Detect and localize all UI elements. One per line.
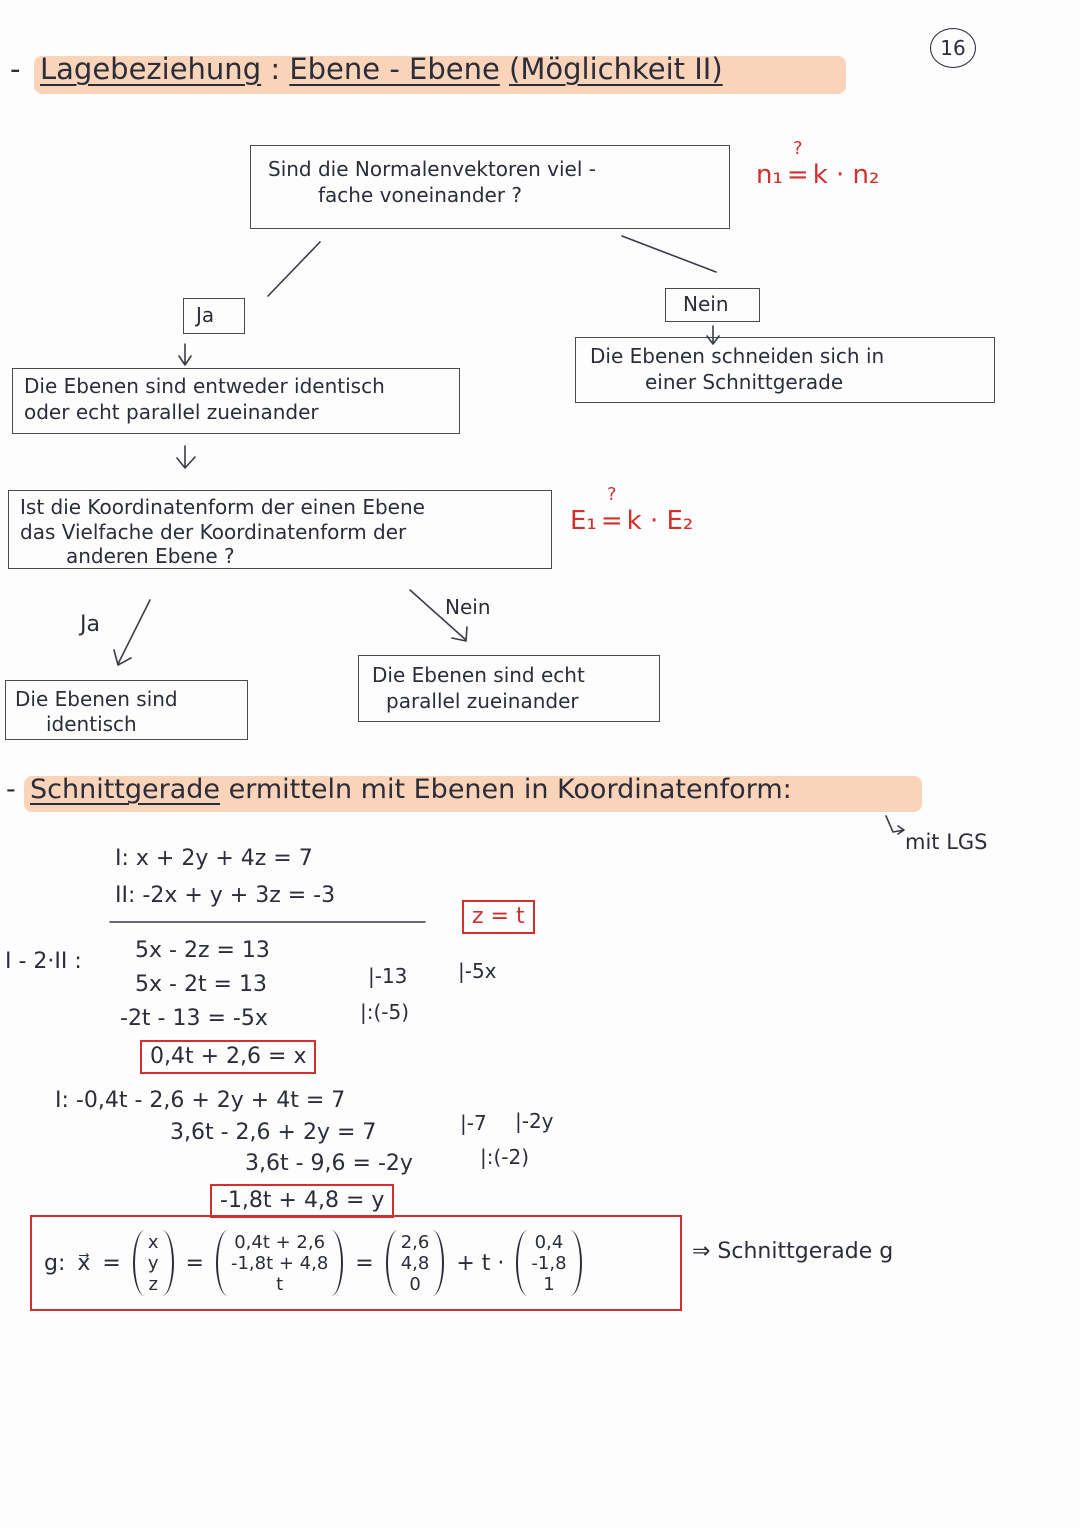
formula1-relation — [786, 138, 809, 190]
step-1: 5x - 2z = 13 — [135, 938, 270, 963]
paren-right — [432, 1230, 444, 1296]
vector-entry: 0,4t + 2,6 — [234, 1231, 326, 1253]
arrow-yes2-icon — [114, 600, 150, 665]
connector-q1-yes — [268, 242, 320, 296]
vector-entry: 0 — [409, 1273, 421, 1295]
yes1-label: Ja — [196, 303, 215, 327]
formula2-rhs: k · E₂ — [626, 506, 694, 536]
title-separator: : — [270, 52, 281, 86]
connector-q1-no — [622, 236, 716, 272]
lgs-note: mit LGS — [905, 830, 988, 854]
step-2-op-2: |-5x — [458, 959, 497, 983]
question1-line1: Sind die Normalenvektoren viel - — [268, 157, 596, 181]
conclusion: ⇒ Schnittgerade g — [692, 1239, 894, 1264]
paren-left — [386, 1230, 398, 1296]
parameter-box: z = t — [462, 900, 535, 934]
result-yes2-line2: identisch — [46, 712, 137, 736]
vector-entry: 1 — [543, 1273, 555, 1295]
line-name: g: — [44, 1250, 66, 1276]
vector-entry: y — [147, 1252, 159, 1274]
section2-title-rest: ermitteln mit Ebenen in Koordinatenform: — [228, 774, 792, 805]
formula2-relation — [600, 484, 623, 536]
step-6: 3,6t - 9,6 = -2y — [245, 1151, 413, 1176]
formula1-lhs: n₁ — [756, 160, 783, 190]
paren-right — [162, 1230, 174, 1296]
arrow-lgs-icon — [886, 816, 904, 834]
formula2-lhs: E₁ — [570, 506, 597, 536]
vector-entry: t — [276, 1273, 284, 1295]
step-3: -2t - 13 = -5x — [120, 1006, 268, 1031]
direction-vector — [516, 1230, 581, 1296]
paren-right — [331, 1230, 343, 1296]
formula1-rhs: k · n₂ — [812, 160, 880, 190]
equation-2: II: -2x + y + 3z = -3 — [115, 883, 336, 908]
step-6-op: |:(-2) — [480, 1145, 530, 1169]
no2-label: Nein — [445, 595, 491, 619]
formula-coordinate-forms — [570, 484, 694, 536]
section2-title — [30, 774, 792, 805]
result-no1-line2: einer Schnittgerade — [645, 370, 844, 394]
paren-left — [216, 1230, 228, 1296]
step-5-op-1: |-7 — [460, 1111, 487, 1135]
formula-normal-vectors — [756, 138, 880, 190]
section2-bullet: - — [6, 774, 16, 805]
line-equation-box — [30, 1215, 682, 1311]
equals-sign: = — [185, 1250, 204, 1276]
vector-entry: 0,4 — [534, 1231, 564, 1253]
plus-t-times: + t · — [456, 1250, 505, 1276]
question1-line2: fache voneinander ? — [318, 183, 523, 207]
vector-entry: -1,8t + 4,8 — [230, 1252, 329, 1274]
paren-left — [133, 1230, 145, 1296]
question2-line2: das Vielfache der Koordinatenform der — [20, 520, 407, 544]
result-yes2-line1: Die Ebenen sind — [15, 687, 178, 711]
vector-xyz-entries — [145, 1232, 162, 1295]
vector-entry: z — [148, 1273, 158, 1295]
vector-parametric — [216, 1230, 343, 1296]
arrow-down-icon — [177, 446, 195, 468]
vector-entry: x — [147, 1231, 159, 1253]
formula1-question-mark: ? — [793, 138, 803, 159]
vector-xyz — [133, 1230, 174, 1296]
equation-1: I: x + 2y + 4z = 7 — [115, 846, 313, 871]
position-vector-symbol: x⃗ — [77, 1250, 91, 1276]
step-5: 3,6t - 2,6 + 2y = 7 — [170, 1120, 377, 1145]
arrow-down-icon — [179, 344, 191, 365]
step-label: I - 2·II : — [5, 949, 82, 974]
x-result-box: 0,4t + 2,6 = x — [140, 1040, 316, 1074]
yes2-label: Ja — [80, 612, 100, 637]
question2-line3: anderen Ebene ? — [66, 544, 235, 568]
title-part-lagebeziehung: Lagebeziehung — [40, 52, 262, 86]
direction-vector-entries — [528, 1232, 569, 1295]
section1-bullet: - — [10, 52, 21, 86]
vector-entry: -1,8 — [531, 1252, 567, 1274]
result-yes1-line1: Die Ebenen sind entweder identisch — [24, 374, 385, 398]
question2-line1: Ist die Koordinatenform der einen Ebene — [20, 495, 425, 519]
page-number-text: 16 — [940, 36, 966, 60]
formula2-equals: = — [600, 506, 623, 536]
section1-title — [40, 52, 723, 86]
step-3-op: |:(-5) — [360, 1000, 410, 1024]
formula2-question-mark: ? — [606, 484, 617, 505]
y-result-box: -1,8t + 4,8 = y — [210, 1184, 394, 1218]
paren-right — [570, 1230, 582, 1296]
equals-sign: = — [355, 1250, 374, 1276]
support-vector — [386, 1230, 445, 1296]
paren-left — [516, 1230, 528, 1296]
step-5-op-2: |-2y — [515, 1109, 554, 1133]
vector-entry: 2,6 — [400, 1231, 430, 1253]
title-part-ebene-ebene: Ebene - Ebene — [289, 52, 500, 86]
step-4: I: -0,4t - 2,6 + 2y + 4t = 7 — [55, 1088, 346, 1113]
result-no2-line1: Die Ebenen sind echt — [372, 663, 585, 687]
step-2-op-1: |-13 — [368, 964, 408, 988]
title-part-moeglichkeit: (Möglichkeit II) — [509, 52, 723, 86]
vector-entry: 4,8 — [400, 1252, 430, 1274]
no1-label: Nein — [683, 292, 729, 316]
step-2: 5x - 2t = 13 — [135, 972, 267, 997]
formula1-equals: = — [786, 160, 809, 190]
equals-sign: = — [102, 1250, 121, 1276]
section2-title-underlined: Schnittgerade — [30, 774, 221, 805]
result-yes1-line2: oder echt parallel zueinander — [24, 400, 319, 424]
result-no2-line2: parallel zueinander — [386, 689, 579, 713]
vector-parametric-entries — [228, 1232, 331, 1295]
result-no1-line1: Die Ebenen schneiden sich in — [590, 344, 885, 368]
page-number — [930, 28, 976, 68]
support-vector-entries — [398, 1232, 433, 1295]
